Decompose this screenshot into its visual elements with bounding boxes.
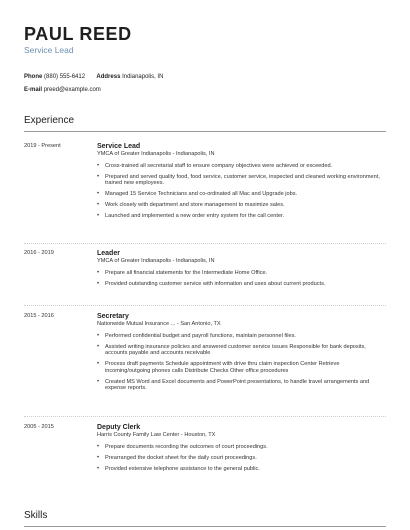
bullet-icon: •: [97, 465, 100, 472]
job-bullet: • Cross-trained all secretarial staff to ensure company objectives were achieved or exceeded.: [97, 163, 333, 169]
bullet-icon: •: [97, 378, 100, 385]
job-bullet: • Launched and implemented a new order entry system for the call center.: [97, 212, 285, 219]
bullet-icon: •: [97, 444, 100, 450]
bullet-icon: •: [97, 270, 100, 276]
email-value: preed@example.com: [43, 87, 101, 93]
contact-line-1: [24, 74, 163, 80]
job-dates: 2005 - 2015: [24, 424, 54, 430]
entry-separator: [24, 305, 386, 306]
job-bullets: [97, 444, 386, 472]
job-title: Service Lead: [97, 143, 141, 150]
job-bullet: • Work closely with department and store management to maximize sales.: [97, 201, 285, 208]
job-title: Leader: [97, 250, 120, 257]
candidate-name: PAUL REED: [24, 24, 132, 44]
skills-heading: Skills: [24, 510, 48, 521]
entry-separator: [24, 416, 386, 417]
phone-value: (880) 555-6412: [44, 74, 86, 80]
job-bullet: • Performed confidential budget and payroll functions, maintain personnel files.: [97, 333, 296, 339]
phone-label: Phone: [24, 74, 43, 80]
job-org: Nationwide Mutual Insurance ... - San Antonio, TX: [97, 321, 221, 327]
job-dates: 2015 - 2016: [24, 313, 54, 319]
job-bullet: • Provided outstanding customer service with information and uses about current products.: [97, 280, 326, 287]
bullet-icon: •: [97, 361, 100, 368]
bullet-icon: •: [97, 191, 100, 198]
bullet-icon: •: [97, 333, 100, 339]
skills-divider: [24, 526, 386, 527]
job-bullets: [97, 163, 386, 219]
job-bullet: • Managed 15 Service Technicians and co-ordinated all Mac and Upgrade jobs.: [97, 191, 298, 198]
experience-heading: Experience: [24, 115, 75, 126]
entry-separator: [24, 243, 386, 244]
job-bullet: • Prearranged the docket sheet for the daily court proceedings.: [97, 454, 257, 461]
job-title: Deputy Clerk: [97, 424, 141, 431]
address-value: Indianapolis, IN: [122, 74, 164, 80]
job-bullets: [97, 333, 386, 392]
candidate-role: Service Lead: [24, 45, 74, 55]
job-bullet: • Prepare all financial statements for the Intermediate Home Office.: [97, 270, 268, 276]
job-dates: 2019 - Present: [24, 143, 61, 149]
bullet-icon: •: [97, 212, 100, 219]
contact-line-2: [24, 87, 101, 93]
bullet-icon: •: [97, 173, 100, 180]
job-org: YMCA of Greater Indianapolis - Indianapolis, IN: [97, 151, 215, 157]
bullet-icon: •: [97, 280, 100, 287]
job-bullets: [97, 270, 386, 287]
email-label: E-mail: [24, 87, 43, 93]
job-org: YMCA of Greater Indianapolis - Indianapolis, IN: [97, 258, 215, 264]
job-title: Secretary: [97, 313, 129, 320]
job-bullet: • Prepare documents recording the outcomes of court proceedings.: [97, 444, 268, 450]
job-dates: 2016 - 2019: [24, 250, 54, 256]
job-bullet: • Provided extensive telephone assistance to the general public.: [97, 465, 260, 472]
job-bullet: • Prepared and served quality food, food service, customer service, inspected and cleaned working environment, trained new employees.: [97, 173, 380, 187]
job-bullet: • Assisted writing insurance policies and answered customer service issues Responsible for bank deposits, accounts payable and accounts receivable: [97, 343, 366, 357]
bullet-icon: •: [97, 163, 100, 169]
experience-divider: [24, 131, 386, 132]
bullet-icon: •: [97, 454, 100, 461]
address-label: Address: [96, 74, 121, 80]
bullet-icon: •: [97, 201, 100, 208]
job-bullet: • Created MS Word and Excel documents and PowerPoint presentations, to handle travel arrangements and expense reports.: [97, 378, 370, 392]
job-org: Harris County Family Law Center - Houston, TX: [97, 432, 216, 438]
job-bullet: • Process draft payments Schedule appointment with drive thru claim inspection Center Retrieve incoming/outgoing phones calls Distribute Checks Other office procedures: [97, 361, 340, 374]
bullet-icon: •: [97, 343, 100, 350]
